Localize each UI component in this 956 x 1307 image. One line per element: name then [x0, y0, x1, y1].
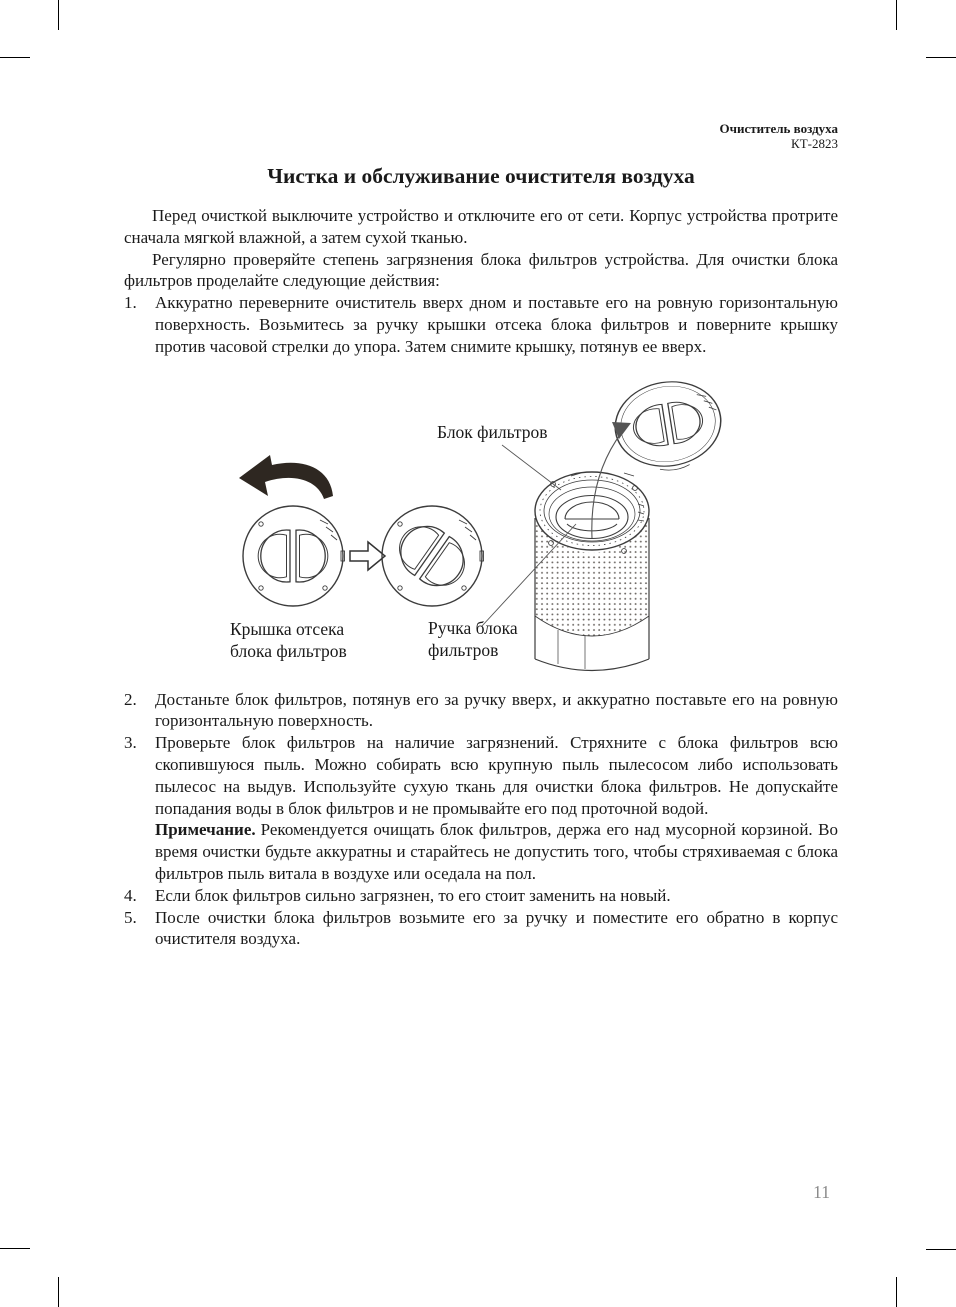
step-text: Проверьте блок фильтров на наличие загрязнений. Стряхните с блока фильтров всю скопившуюся пыль. Можно собирать всю крупную пыль пылесосом либо использовать пылесос на выдув. Используйте сухую ткань для очистки блока фильтров. Не допускайте попадания воды в блок фильтров и не промывайте его под проточной водой. [155, 733, 838, 818]
step-item-2 [124, 689, 838, 733]
step-number: 4. [124, 885, 137, 905]
lid-closed-view [243, 506, 345, 606]
crop-mark-bottom-left-v [58, 1277, 59, 1307]
intro-paragraph-1: Перед очисткой выключите устройство и отключите его от сети. Корпус устройства протрите сначала мягкой влажной, а затем сухой тканью. [124, 206, 838, 247]
model-number: КТ-2823 [791, 136, 838, 151]
step-item-4 [124, 885, 838, 907]
crop-mark-top-right-h [926, 57, 956, 58]
note-label: Примечание. [155, 820, 256, 840]
intro-paragraph-2: Регулярно проверяйте степень загрязнения блока фильтров устройства. Для очистки блока фильтров проделайте следующие действия: [124, 249, 838, 291]
lid-label-line1: Крышка отсека [230, 618, 345, 639]
step-text: Достаньте блок фильтров, потянув его за ручку вверх, и аккуратно поставьте его на ровную горизонтальную поверхность. [155, 689, 838, 731]
crop-mark-top-right-v [896, 0, 897, 30]
step-number: 5. [124, 907, 137, 927]
rotate-counterclockwise-arrow [239, 455, 333, 499]
crop-mark-bottom-left-h [0, 1248, 30, 1249]
step-text: Аккуратно переверните очиститель вверх дном и поставьте его на ровную горизонтальную поверхность. Возьмитесь за ручку крышки отсека блока фильтров и поверните крышку против часовой стрелки до упора. Затем снимите крышку, потянув ее вверх. [155, 293, 838, 356]
lid-unlocked-view [382, 506, 484, 606]
step-item-3 [124, 732, 838, 819]
purifier-body [535, 472, 649, 671]
step-text: После очистки блока фильтров возьмите его за ручку и поместите его обратно в корпус очистителя воздуха. [155, 907, 838, 949]
note-paragraph [155, 819, 838, 884]
filter-maintenance-diagram [124, 368, 838, 683]
lid-label-line2: блока фильтров [230, 640, 347, 661]
filter-block-label: Блок фильтров [437, 421, 548, 442]
crop-mark-bottom-right-v [896, 1277, 897, 1307]
step-item-1 [124, 292, 838, 357]
note-text: Рекомендуется очищать блок фильтров, держа его над мусорной корзиной. Во время очистки будьте аккуратны и старайтесь не допустить того, чтобы стряхиваемая с блока фильтров пыль витала в воздухе или оседала на пол. [155, 820, 838, 883]
crop-mark-top-left-h [0, 57, 30, 58]
product-name: Очиститель воздуха [719, 121, 838, 136]
page-title: Чистка и обслуживание очистителя воздуха [267, 164, 695, 188]
filter-block-leader-line [502, 445, 561, 490]
crop-mark-top-left-v [58, 0, 59, 30]
step-number: 1. [124, 293, 137, 313]
handle-label-line2: фильтров [428, 639, 499, 660]
page-header [124, 121, 838, 151]
step-text: Если блок фильтров сильно загрязнен, то его стоит заменить на новый. [155, 885, 671, 905]
step-item-5 [124, 907, 838, 951]
note-block [155, 819, 838, 884]
crop-mark-bottom-right-h [926, 1249, 956, 1250]
handle-label-line1: Ручка блока [428, 617, 518, 638]
page-content [124, 0, 838, 950]
step-number: 2. [124, 689, 137, 709]
diagram-svg [124, 368, 838, 683]
page-number: 11 [813, 1182, 830, 1202]
transfer-arrow [350, 542, 385, 570]
step-number: 3. [124, 733, 137, 753]
